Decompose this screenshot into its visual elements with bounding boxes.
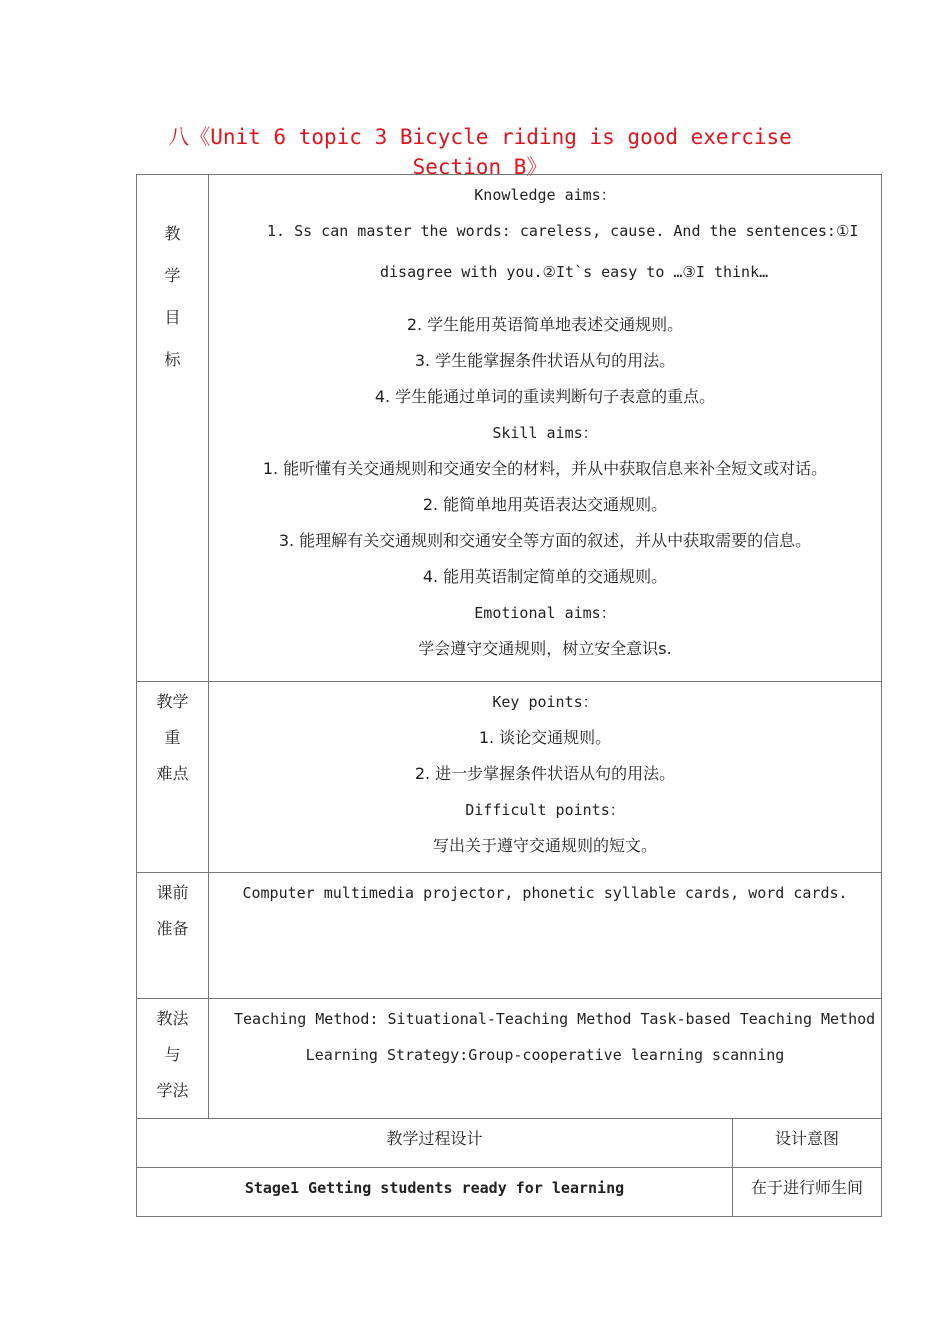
knowledge-aim-4: 4. 学生能通过单词的重读判断句子表意的重点。 — [374, 387, 716, 406]
process-design-heading: 教学过程设计 — [386, 1129, 483, 1148]
process-header-row — [137, 1119, 882, 1168]
key-points-heading: Key points： — [492, 693, 598, 711]
process-header-cell — [137, 1119, 733, 1168]
objectives-row — [137, 175, 882, 682]
process-table — [136, 1118, 882, 1217]
objectives-content — [209, 175, 882, 682]
knowledge-aim-1b: disagree with you.②It`s easy to …③I think… — [380, 263, 769, 281]
methods-row — [137, 999, 882, 1119]
label-char: 重 — [164, 728, 181, 747]
emotional-aims-heading: Emotional aims： — [474, 604, 616, 622]
document-title: 八《Unit 6 topic 3 Bicycle riding is good exercise Section B》 — [168, 125, 792, 179]
stage1-intent-cell — [733, 1168, 882, 1217]
key-point-1: 1. 谈论交通规则。 — [478, 728, 612, 747]
objectives-label — [137, 175, 209, 682]
emotional-aim-1: 学会遵守交通规则，树立安全意识s. — [418, 639, 672, 658]
lesson-plan-table — [136, 174, 882, 1119]
difficult-points-heading: Difficult points： — [465, 801, 625, 819]
teaching-method: Teaching Method: Situational-Teaching Method Task-based Teaching Method — [234, 1010, 876, 1028]
skill-aim-3: 3. 能理解有关交通规则和交通安全等方面的叙述，并从中获取需要的信息。 — [278, 531, 812, 550]
label-char: 准备 — [156, 919, 189, 938]
knowledge-aim-2: 2. 学生能用英语简单地表述交通规则。 — [406, 315, 684, 334]
skill-aim-2: 2. 能简单地用英语表达交通规则。 — [422, 495, 668, 514]
knowledge-aim-3: 3. 学生能掌握条件状语从句的用法。 — [414, 351, 676, 370]
label-char: 教 — [164, 224, 181, 243]
keypoints-content — [209, 682, 882, 873]
label-char: 教学 — [156, 692, 189, 711]
learning-strategy: Learning Strategy:Group-cooperative learning scanning — [305, 1046, 785, 1064]
skill-aims-heading: Skill aims： — [492, 424, 598, 442]
preparation-text: Computer multimedia projector, phonetic syllable cards, word cards. — [242, 884, 848, 902]
label-char: 教法 — [156, 1009, 189, 1028]
stage1-intent: 在于进行师生间 — [750, 1178, 863, 1197]
label-char: 学法 — [156, 1081, 189, 1100]
skill-aim-4: 4. 能用英语制定简单的交通规则。 — [422, 567, 668, 586]
skill-aim-1: 1. 能听懂有关交通规则和交通安全的材料，并从中获取信息来补全短文或对话。 — [262, 459, 828, 478]
label-char: 标 — [164, 350, 181, 369]
label-char: 目 — [164, 308, 181, 327]
stage1-cell — [137, 1168, 733, 1217]
stage1-row — [137, 1168, 882, 1217]
keypoints-label — [137, 682, 209, 873]
label-char: 学 — [164, 266, 181, 285]
preparation-row — [137, 873, 882, 999]
label-char: 课前 — [156, 883, 189, 902]
methods-label — [137, 999, 209, 1119]
stage1-title: Stage1 Getting students ready for learning — [244, 1179, 625, 1197]
preparation-label — [137, 873, 209, 999]
difficult-point-1: 写出关于遵守交通规则的短文。 — [432, 836, 657, 855]
knowledge-aim-1a: 1. Ss can master the words: careless, cause. And the sentences:①I — [267, 222, 859, 240]
intent-header-cell — [733, 1119, 882, 1168]
label-char: 难点 — [156, 764, 189, 783]
design-intent-heading: 设计意图 — [774, 1129, 839, 1148]
methods-content — [209, 999, 882, 1119]
keypoints-row — [137, 682, 882, 873]
knowledge-aims-heading: Knowledge aims： — [474, 186, 616, 204]
preparation-content — [209, 873, 882, 999]
label-char: 与 — [164, 1045, 181, 1064]
key-point-2: 2. 进一步掌握条件状语从句的用法。 — [414, 764, 676, 783]
